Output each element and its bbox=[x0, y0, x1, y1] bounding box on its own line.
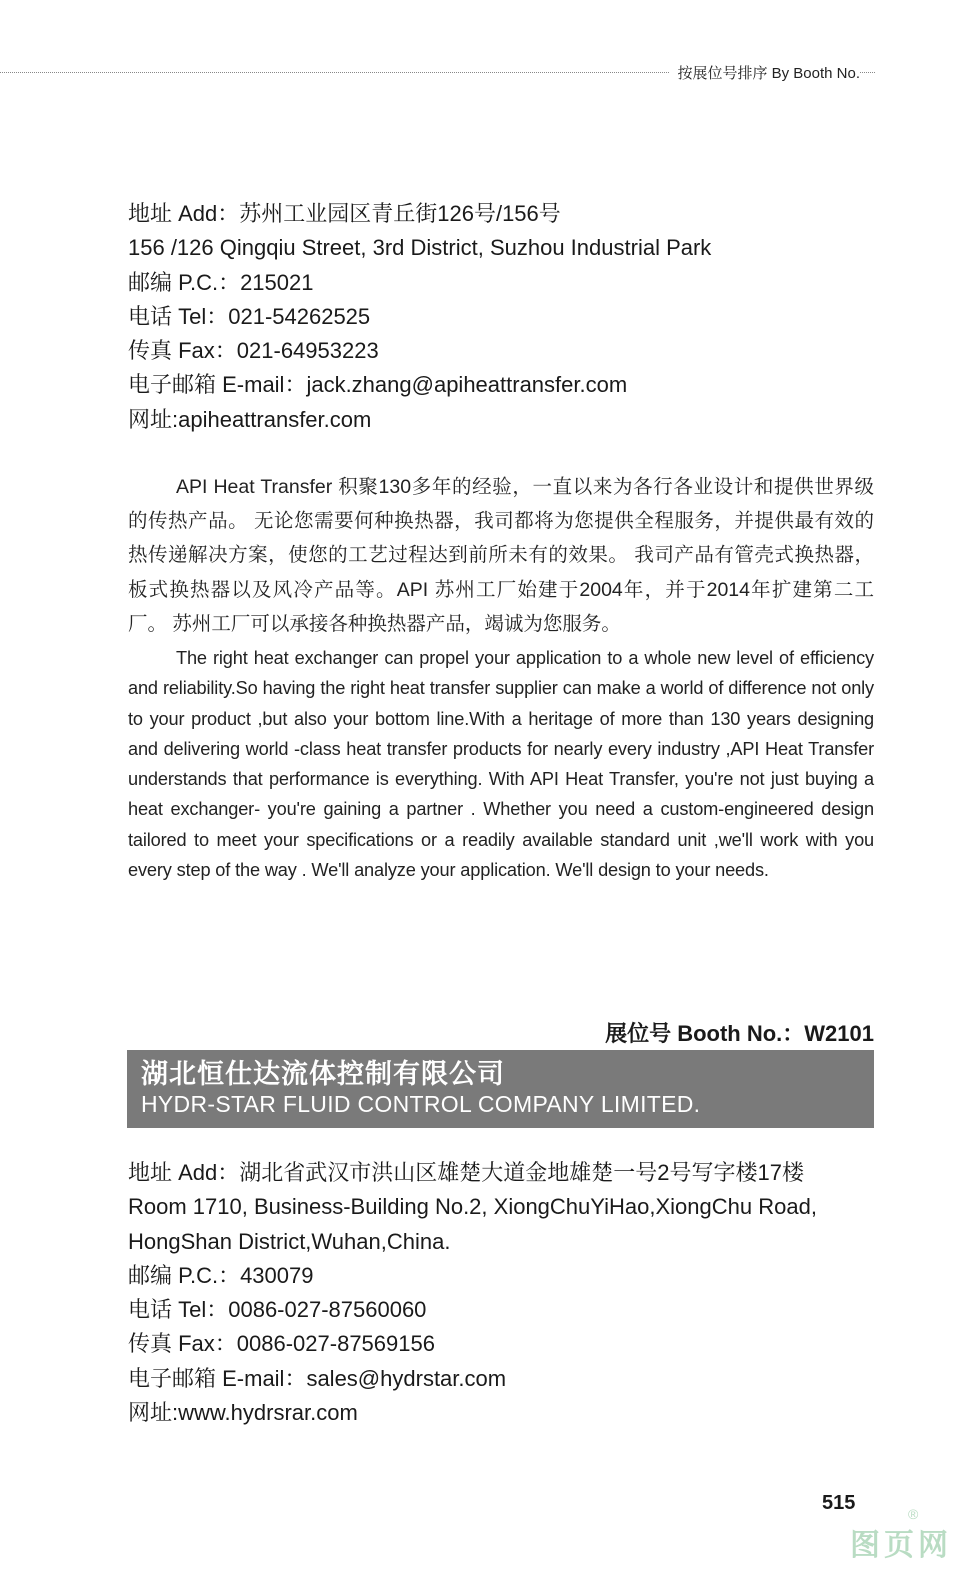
address-en-line-2: HongShan District,Wuhan,China. bbox=[128, 1228, 451, 1254]
address-en-line-1: Room 1710, Business-Building No.2, XiongChuYiHao,XiongChu Road, bbox=[128, 1194, 817, 1220]
website: 网址:apiheattransfer.com bbox=[128, 406, 372, 432]
company-name-cn: 湖北恒仕达流体控制有限公司 bbox=[141, 1059, 505, 1089]
telephone: 电话 Tel：0086-027-87560060 bbox=[128, 1297, 427, 1323]
company-1-contact bbox=[128, 197, 888, 437]
website: 网址:www.hydrsrar.com bbox=[128, 1400, 358, 1426]
postcode: 邮编 P.C.：430079 bbox=[128, 1262, 314, 1288]
registered-mark: ® bbox=[908, 1506, 919, 1522]
header-sort-label: 按展位号排序 By Booth No. bbox=[669, 62, 860, 83]
watermark-logo: 图页网 bbox=[850, 1529, 952, 1562]
company-name-en: HYDR-STAR FLUID CONTROL COMPANY LIMITED. bbox=[141, 1091, 701, 1117]
company-1-description-en: The right heat exchanger can propel your application to a whole new level of efficiency and reliability.So having the right heat transfer supplier can make a world of difference not only to your product ,but also your bottom line.With a heritage of more than 130 years designing and delivering world -class heat transfer products for nearly every industry ,API Heat Transfer understands that performance is everything. With API Heat Transfer, you're not just buying a heat exchanger- you're gaining a partner . Whether you need a custom-engineered design tailored to meet your specifications or a readily available standard unit ,we'll work with you every step of the way . We'll analyze your application. We'll design to your needs. bbox=[128, 648, 874, 881]
booth-number-label: 展位号 Booth No.：W2101 bbox=[605, 1021, 874, 1046]
page-number: 515 bbox=[822, 1492, 856, 1514]
fax: 传真 Fax：0086-027-87569156 bbox=[128, 1331, 435, 1357]
company-2-name-banner bbox=[127, 1050, 874, 1128]
email: 电子邮箱 E-mail：jack.zhang@apiheattransfer.com bbox=[128, 372, 628, 398]
address-cn: 地址 Add：湖北省武汉市洪山区雄楚大道金地雄楚一号2号写字楼17楼 bbox=[128, 1160, 804, 1185]
email: 电子邮箱 E-mail：sales@hydrstar.com bbox=[128, 1365, 507, 1391]
address-en: 156 /126 Qingqiu Street, 3rd District, Suzhou Industrial Park bbox=[128, 235, 712, 261]
company-2-contact bbox=[128, 1156, 888, 1430]
postcode: 邮编 P.C.：215021 bbox=[128, 269, 314, 295]
telephone: 电话 Tel：021-54262525 bbox=[128, 303, 371, 329]
address-cn: 地址 Add：苏州工业园区青丘街126号/156号 bbox=[128, 201, 561, 226]
fax: 传真 Fax：021-64953223 bbox=[128, 338, 379, 364]
company-1-description-cn: API Heat Transfer 积聚130多年的经验，一直以来为各行各业设计和提供世界级的传热产品。 无论您需要何种换热器，我司都将为您提供全程服务，并提供最有效的热传递解决方案，使您的工艺过程达到前所未有的效果。 我司产品有管壳式换热器，板式换热器以及风冷产品等。API 苏州工厂始建于2004年，并于2014年扩建第二工厂。 苏州工厂可以承接各种换热器产品，竭诚为您服务。 bbox=[128, 476, 874, 635]
